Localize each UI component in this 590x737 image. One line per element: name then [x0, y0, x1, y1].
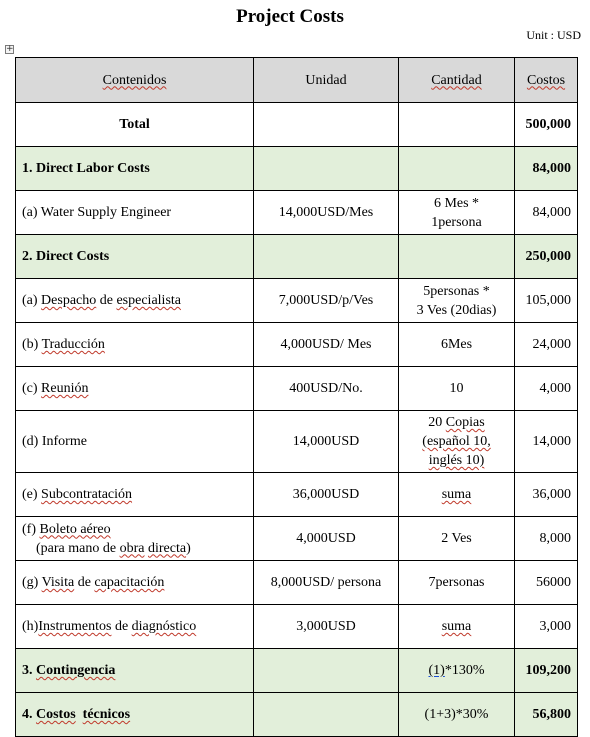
item-unit: 4,000USD	[254, 517, 399, 561]
item-name: (f) Boleto aéreo (para mano de obra directa)	[16, 517, 254, 561]
item-name: (a) Despacho de especialista	[16, 279, 254, 323]
table-row	[16, 367, 578, 411]
item-qty: 10	[399, 367, 515, 411]
section-cost: 109,200	[515, 649, 578, 693]
item-qty: 2 Ves	[399, 517, 515, 561]
section-calc: (1)*130%	[399, 649, 515, 693]
item-unit: 14,000USD/Mes	[254, 191, 399, 235]
section-unit-cell	[254, 147, 399, 191]
item-cost: 14,000	[515, 411, 578, 473]
table-row	[16, 517, 578, 561]
table-row	[16, 279, 578, 323]
item-name: (e) Subcontratación	[16, 473, 254, 517]
section-row-contingencia	[16, 649, 578, 693]
item-unit: 3,000USD	[254, 605, 399, 649]
item-cost: 8,000	[515, 517, 578, 561]
table-header-row	[16, 58, 578, 103]
item-qty: 6 Mes * 1persona	[399, 191, 515, 235]
item-cost: 105,000	[515, 279, 578, 323]
total-cost: 500,000	[515, 103, 578, 147]
section-label: 3. Contingencia	[16, 649, 254, 693]
item-cost: 24,000	[515, 323, 578, 367]
item-qty: suma	[399, 473, 515, 517]
item-unit: 36,000USD	[254, 473, 399, 517]
header-costos: Costos	[515, 58, 578, 103]
total-row	[16, 103, 578, 147]
section-cost: 56,800	[515, 693, 578, 737]
item-qty: 5personas * 3 Ves (20dias)	[399, 279, 515, 323]
section-unit-cell	[254, 235, 399, 279]
item-name: (b) Traducción	[16, 323, 254, 367]
item-qty: 7personas	[399, 561, 515, 605]
section-row-costos-tecnicos	[16, 693, 578, 737]
table-row	[16, 323, 578, 367]
total-label: Total	[16, 103, 254, 147]
total-unit-cell	[254, 103, 399, 147]
unit-label: Unit : USD	[526, 28, 581, 42]
section-qty-cell	[399, 147, 515, 191]
item-qty: 20 Copias (español 10, inglés 10)	[399, 411, 515, 473]
item-qty: suma	[399, 605, 515, 649]
header-cantidad: Cantidad	[399, 58, 515, 103]
item-unit: 4,000USD/ Mes	[254, 323, 399, 367]
table-row	[16, 411, 578, 473]
table-row	[16, 561, 578, 605]
section-unit-cell	[254, 693, 399, 737]
item-name: (h)Instrumentos de diagnóstico	[16, 605, 254, 649]
item-qty: 6Mes	[399, 323, 515, 367]
item-unit: 7,000USD/p/Ves	[254, 279, 399, 323]
item-name: (d) Informe	[16, 411, 254, 473]
item-cost: 56000	[515, 561, 578, 605]
item-cost: 4,000	[515, 367, 578, 411]
item-cost: 84,000	[515, 191, 578, 235]
item-note: (para mano de obra directa)	[36, 540, 191, 556]
header-contenidos: Contenidos	[16, 58, 254, 103]
section-label: 1. Direct Labor Costs	[16, 147, 254, 191]
table-row	[16, 191, 578, 235]
header-unidad: Unidad	[254, 58, 399, 103]
section-row-direct-labor	[16, 147, 578, 191]
project-costs-table	[15, 57, 578, 737]
item-name: (g) Visita de capacitación	[16, 561, 254, 605]
item-cost: 3,000	[515, 605, 578, 649]
section-calc: (1+3)*30%	[399, 693, 515, 737]
section-row-direct-costs	[16, 235, 578, 279]
item-name: (c) Reunión	[16, 367, 254, 411]
section-qty-cell	[399, 235, 515, 279]
section-label: 2. Direct Costs	[16, 235, 254, 279]
item-unit: 400USD/No.	[254, 367, 399, 411]
table-row	[16, 473, 578, 517]
total-qty-cell	[399, 103, 515, 147]
section-unit-cell	[254, 649, 399, 693]
table-row	[16, 605, 578, 649]
table-move-handle-icon[interactable]: +	[6, 44, 14, 54]
section-cost: 84,000	[515, 147, 578, 191]
section-label: 4. Costos técnicos	[16, 693, 254, 737]
item-name: (a) Water Supply Engineer	[16, 191, 254, 235]
section-cost: 250,000	[515, 235, 578, 279]
item-unit: 14,000USD	[254, 411, 399, 473]
item-cost: 36,000	[515, 473, 578, 517]
document-title: Project Costs	[236, 6, 344, 27]
item-unit: 8,000USD/ persona	[254, 561, 399, 605]
